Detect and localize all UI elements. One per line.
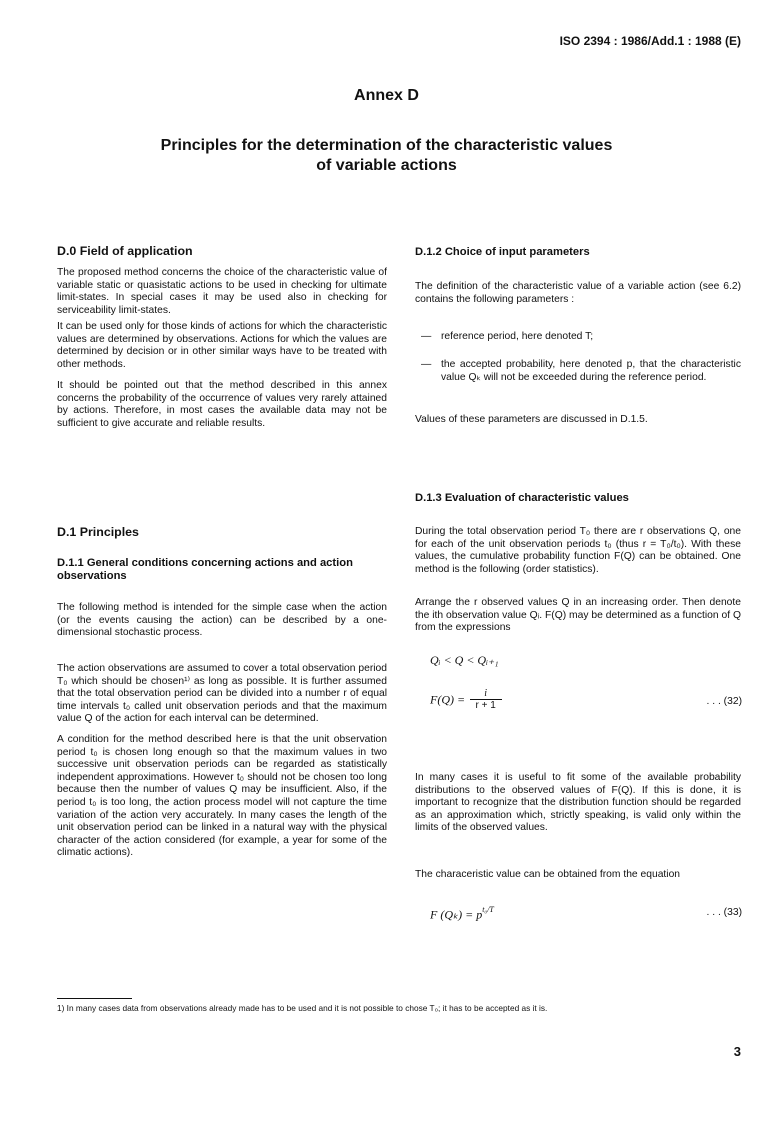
- dash-bullet: —: [421, 331, 432, 342]
- paragraph: A condition for the method described here is that the unit observation period t₀ is chosen long enough so that the maximum values in two successive unit observation periods can be regarded as statistically independent approximations. However t₀ should not be chosen too long because then the number of values Q may be insufficient. Also, if the period t₀ is too long, the action process model will not capture the time variation of the action very accurately. In many cases the length of the unit observation period can be linked in a natural way with the physical character of the action considered (for example, a year for some of the climatic actions).: [57, 734, 387, 859]
- paragraph: During the total observation period T₀ there are r observations Q, one for each of the unit observation periods t₀ (thus r = T₀/t₀). With these values, the cumulative probability function F(Q) can be obtained. One method is the following (order statistics).: [415, 526, 741, 575]
- title-line-2: of variable actions: [316, 157, 457, 174]
- equation-33-exponent: t₀/T: [482, 905, 494, 914]
- paragraph: In many cases it is useful to fit some of the available probability distributions to the observed values of F(Q). If this is done, it is important to recognize that the distribution function should be regarded as an approximation which, strictly speaking, is valid only within the limits of the observed values.: [415, 772, 741, 834]
- footnote: 1) In many cases data from observations already made has to be used and it is not possible to chose T₀; it has to be accepted as it is.: [57, 1003, 548, 1013]
- title-line-1: Principles for the determination of the characteristic values: [160, 137, 613, 154]
- equation-32: [430, 688, 742, 711]
- equation-number: . . . (32): [706, 696, 742, 707]
- paragraph: It should be pointed out that the method described in this annex concerns the probability of the occurrence of values very rarely attained by actions. Therefore, in most cases the available data may not be sufficient to give accurate and reliable results.: [57, 380, 387, 429]
- paragraph: Values of these parameters are discussed in D.1.5.: [415, 414, 648, 425]
- equation-number: . . . (33): [706, 907, 742, 918]
- section-heading-d1: D.1 Principles: [57, 525, 139, 539]
- equation-inequality: Qᵢ < Q < Qᵢ₊₁: [430, 653, 499, 667]
- paragraph: The following method is intended for the simple case when the action (or the events causing the action) can be described by a one-dimensional stochastic process.: [57, 602, 387, 639]
- dash-bullet: —: [421, 359, 432, 370]
- document-header: ISO 2394 : 1986/Add.1 : 1988 (E): [559, 34, 741, 48]
- list-item: reference period, here denoted T;: [441, 331, 594, 342]
- section-heading-d12: D.1.2 Choice of input parameters: [415, 246, 590, 258]
- equation-33-lhs: F (Qₖ) = p: [430, 907, 483, 922]
- section-heading-d13: D.1.3 Evaluation of characteristic values: [415, 492, 629, 504]
- equation-32-numerator: i: [470, 688, 502, 700]
- equation-32-fraction: [470, 688, 502, 711]
- section-heading-d0: D.0 Field of application: [57, 244, 193, 258]
- paragraph: The action observations are assumed to cover a total observation period T₀ which should be chosen¹⁾ as long as possible. It is further assumed that the total observation period can be divided into a number r of equal time intervals t₀ called unit observation periods and that the maximum value Q of the action for each interval can be determined.: [57, 663, 387, 725]
- paragraph: The characeristic value can be obtained from the equation: [415, 869, 681, 880]
- paragraph: It can be used only for those kinds of actions for which the characteristic values are determined by observations. Actions for which the values are determined by decision or in other similar ways have to be treated with other methods.: [57, 321, 387, 370]
- footnote-divider: [57, 998, 132, 999]
- equation-32-lhs: F(Q) =: [430, 692, 466, 707]
- page-number: 3: [733, 1044, 741, 1059]
- paragraph: The proposed method concerns the choice of the characteristic value of variable static or quasistatic actions to be used in checking for ultimate limit-states. In special cases it may be used also in checking for serviceability limit-states.: [57, 267, 387, 316]
- equation-32-denominator: r + 1: [475, 700, 496, 711]
- section-heading-d11: D.1.1 General conditions concerning actions and action observations: [57, 557, 353, 582]
- annex-title: Annex D: [354, 87, 419, 104]
- page-title: [0, 136, 773, 176]
- paragraph: Arrange the r observed values Q in an increasing order. Then denote the ith observation value Qᵢ. F(Q) may be determined as a function of Q from the expressions: [415, 597, 741, 634]
- list-item: the accepted probability, here denoted p, that the characteristic value Qₖ will not be exceeded during the reference period.: [441, 359, 741, 383]
- paragraph: The definition of the characteristic value of a variable action (see 6.2) contains the following parameters :: [415, 281, 741, 305]
- equation-33: [430, 905, 742, 923]
